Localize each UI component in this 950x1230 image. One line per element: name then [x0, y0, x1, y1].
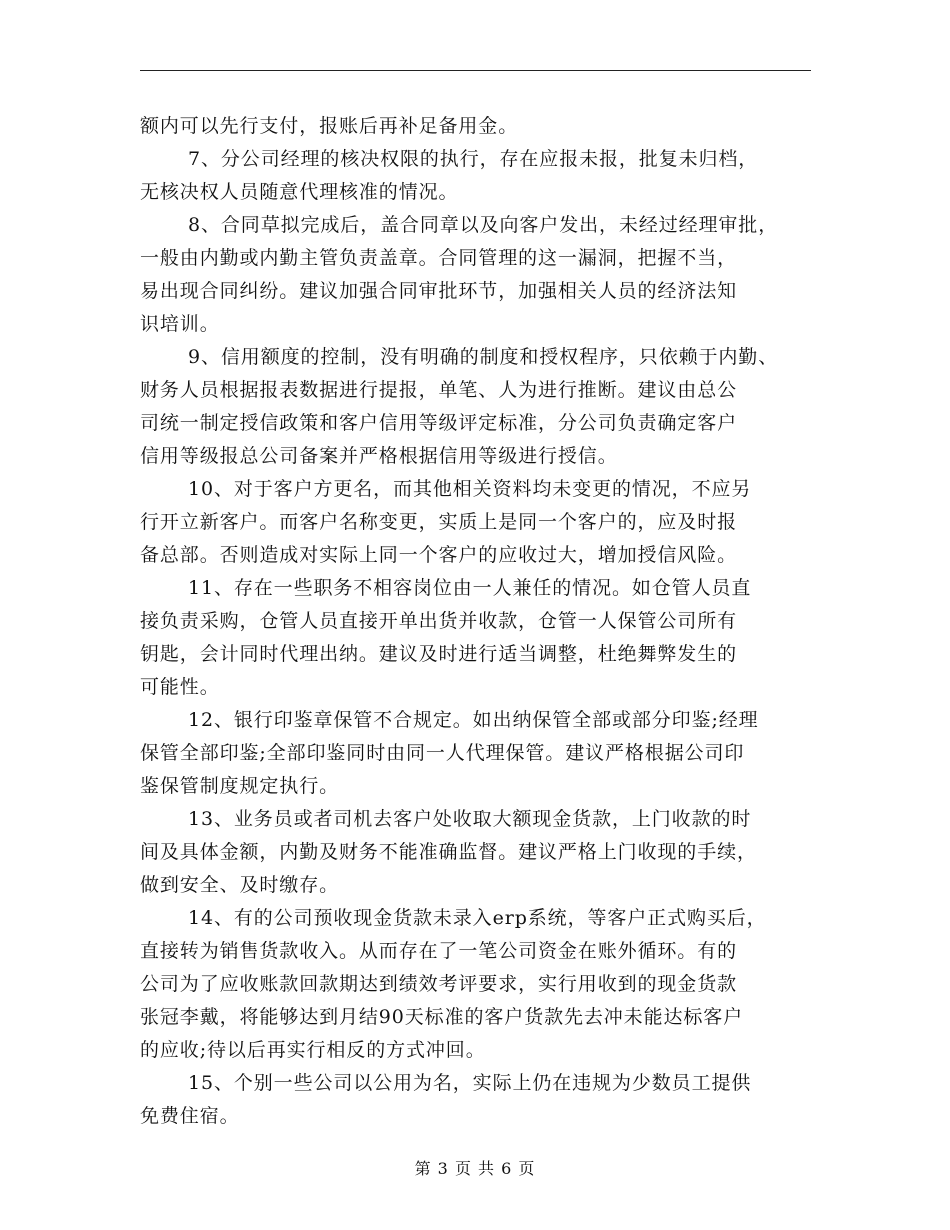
- text-line: 行开立新客户。而客户名称变更，实质上是同一个客户的，应及时报: [140, 511, 738, 533]
- text-line: 钥匙，会计同时代理出纳。建议及时进行适当调整，杜绝舞弊发生的: [140, 643, 738, 665]
- text-line: 保管全部印鉴;全部印鉴同时由同一人代理保管。建议严格根据公司印: [140, 742, 745, 764]
- header-rule: [140, 70, 811, 71]
- paragraph: [140, 473, 820, 572]
- text-line: 司统一制定授信政策和客户信用等级评定标准，分公司负责确定客户: [140, 412, 738, 434]
- text-line: 8、合同草拟完成后，盖合同章以及向客户发出，未经过经理审批，: [188, 214, 779, 236]
- text-line: 识培训。: [140, 313, 220, 335]
- text-line: 可能性。: [140, 676, 220, 698]
- paragraph: [140, 803, 820, 902]
- text-line: 一般由内勤或内勤主管负责盖章。合同管理的这一漏洞，把握不当，: [140, 247, 738, 269]
- text-line: 鉴保管制度规定执行。: [140, 775, 340, 797]
- text-line: 易出现合同纠纷。建议加强合同审批环节，加强相关人员的经济法知: [140, 280, 738, 302]
- text-line: 信用等级报总公司备案并严格根据信用等级进行授信。: [140, 445, 618, 467]
- text-line: 张冠李戴，将能够达到月结90天标准的客户货款先去冲未能达标客户: [140, 1006, 744, 1028]
- text-line: 公司为了应收账款回款期达到绩效考评要求，实行用收到的现金货款: [140, 973, 738, 995]
- text-line: 11、存在一些职务不相容岗位由一人兼任的情况。如仓管人员直: [188, 577, 752, 599]
- text-line: 13、业务员或者司机去客户处收取大额现金货款，上门收款的时: [188, 808, 752, 830]
- text-line: 财务人员根据报表数据进行提报，单笔、人为进行推断。建议由总公: [140, 379, 738, 401]
- text-line: 直接转为销售货款收入。从而存在了一笔公司资金在账外循环。有的: [140, 940, 738, 962]
- paragraph: [140, 341, 820, 473]
- paragraph: [140, 143, 820, 209]
- text-line: 接负责采购，仓管人员直接开单出货并收款，仓管一人保管公司所有: [140, 610, 738, 632]
- text-line: 12、银行印鉴章保管不合规定。如出纳保管全部或部分印鉴;经理: [188, 709, 759, 731]
- paragraph: [140, 704, 820, 803]
- text-line: 无核决权人员随意代理核准的情况。: [140, 181, 459, 203]
- text-line: 的应收;待以后再实行相反的方式冲回。: [140, 1039, 486, 1061]
- page-number: 第 3 页 共 6 页: [414, 1159, 536, 1178]
- document-body: [140, 110, 820, 1133]
- text-line: 14、有的公司预收现金货款未录入erp系统，等客户正式购买后，: [188, 907, 767, 929]
- text-line: 15、个别一些公司以公用为名，实际上仍在违规为少数员工提供: [188, 1072, 752, 1094]
- text-line: 7、分公司经理的核决权限的执行，存在应报未报，批复未归档，: [188, 148, 759, 170]
- text-line: 额内可以先行支付，报账后再补足备用金。: [140, 115, 519, 137]
- text-line: 备总部。否则造成对实际上同一个客户的应收过大，增加授信风险。: [140, 544, 738, 566]
- text-line: 9、信用额度的控制，没有明确的制度和授权程序，只依赖于内勤、: [188, 346, 779, 368]
- text-line: 做到安全、及时缴存。: [140, 874, 340, 896]
- text-line: 10、对于客户方更名，而其他相关资料均未变更的情况，不应另: [188, 478, 752, 500]
- paragraph: [140, 1067, 820, 1133]
- paragraph: [140, 209, 820, 341]
- paragraph: [140, 110, 820, 143]
- text-line: 间及具体金额，内勤及财务不能准确监督。建议严格上门收现的手续，: [140, 841, 757, 863]
- paragraph: [140, 902, 820, 1067]
- text-line: 免费住宿。: [140, 1105, 240, 1127]
- paragraph: [140, 572, 820, 704]
